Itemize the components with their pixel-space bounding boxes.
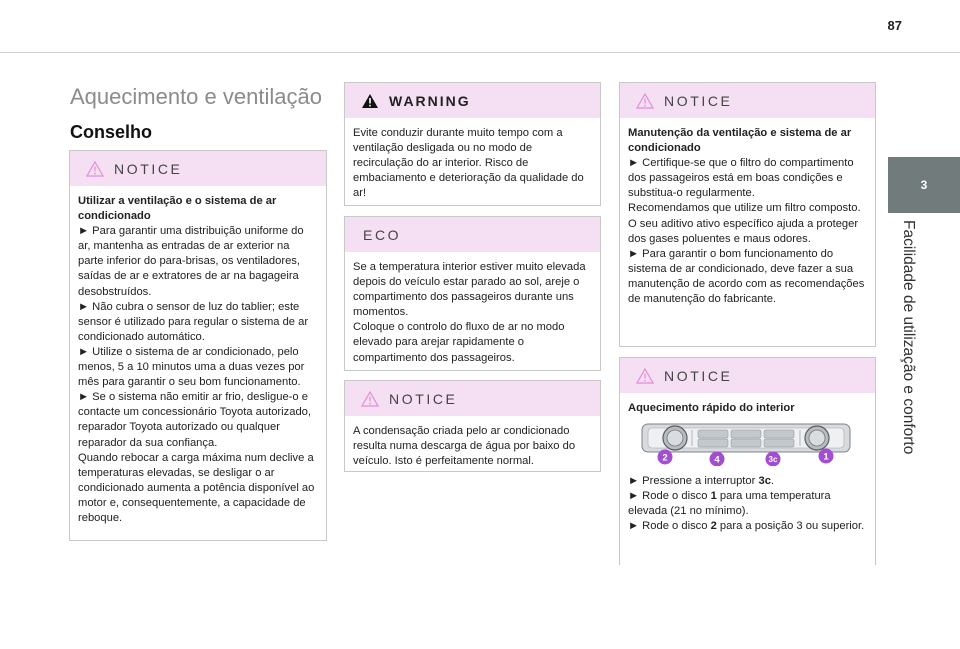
eco-box xyxy=(344,216,601,371)
notice-header xyxy=(620,358,875,393)
caution-triangle-icon xyxy=(361,391,379,407)
notice-header xyxy=(620,83,875,118)
warning-triangle-icon xyxy=(361,93,379,109)
warning-box xyxy=(344,82,601,206)
notice-box-maintenance xyxy=(619,82,876,347)
top-rule xyxy=(0,52,960,53)
notice-line: ► Para garantir uma distribuição uniforme do ar, mantenha as entradas de ar exterior na parte inferior do para-brisas, os ventiladores, saídas de ar e extratores de ar na bagageira desobstruídos. xyxy=(78,225,304,298)
notice-heading: Utilizar a ventilação e o sistema de ar condicionado xyxy=(78,195,277,223)
climate-control-panel-illustration xyxy=(628,422,864,466)
step-line: ► Rode o disco 1 para uma temperatura elevada (21 no mínimo). xyxy=(628,490,831,518)
notice-text: A condensação criada pelo ar condicionado resulta numa descarga de água por baixo do veículo. Isto é perfeitamente normal. xyxy=(353,425,576,468)
chapter-number: 3 xyxy=(920,178,928,192)
notice-box-condensation xyxy=(344,380,601,472)
notice-line: ► Certifique-se que o filtro do compartimento dos passageiros está em boas condições e substitua-o regularmente. xyxy=(628,157,854,200)
callout-1: 1 xyxy=(823,451,829,463)
notice-header xyxy=(70,151,326,186)
section-title: Conselho xyxy=(70,122,153,142)
eco-body xyxy=(345,252,600,372)
notice-label: NOTICE xyxy=(389,390,458,407)
step-line: ► Pressione a interruptor 3c. xyxy=(628,475,775,488)
notice-line: Quando rebocar a carga máxima num declive a temperaturas elevadas, se desligar o ar condicionado aumenta a potência disponível ao motor e, consequentemente, a capacidade de reboque. xyxy=(78,451,315,524)
notice-heading: Aquecimento rápido do interior xyxy=(628,402,795,414)
notice-label: NOTICE xyxy=(114,160,183,177)
eco-label: ECO xyxy=(363,226,402,243)
notice-box-ventilation xyxy=(69,150,327,541)
notice-line: ► Não cubra o sensor de luz do tablier; este sensor é utilizado para regular o sistema de ar condicionado automático. xyxy=(78,300,309,343)
caution-triangle-icon xyxy=(86,161,104,177)
notice-body xyxy=(620,393,875,540)
caution-triangle-icon xyxy=(636,368,654,384)
notice-line: ► Utilize o sistema de ar condicionado, pelo menos, 5 a 10 minutos uma a duas vezes por mês para garantir o seu bom funcionamento. xyxy=(78,345,305,389)
notice-heading: Manutenção da ventilação e sistema de ar condicionado xyxy=(628,127,852,155)
warning-text: Evite conduzir durante muito tempo com a ventilação desligada ou no modo de recirculação do ar interior. Risco de embaciamento e deterioração da qualidade do ar! xyxy=(353,127,584,200)
chapter-tab[interactable] xyxy=(888,157,960,213)
eco-header xyxy=(345,217,600,252)
callout-4: 4 xyxy=(714,454,720,466)
callout-3c: 3c xyxy=(768,455,778,465)
warning-label: WARNING xyxy=(389,92,471,109)
warning-header xyxy=(345,83,600,118)
notice-label: NOTICE xyxy=(664,367,733,384)
notice-header xyxy=(345,381,600,416)
eco-line: Se a temperatura interior estiver muito elevada depois do veículo estar parado ao sol, areje o compartimento dos passageiros durante uns momentos. xyxy=(353,261,586,319)
notice-line: ► Se o sistema não emitir ar frio, desligue-o e contacte um concessionário Toyota autorizado, reparador Toyota autorizado ou qualquer reparador da sua confiança. xyxy=(78,391,312,449)
warning-body xyxy=(345,118,600,207)
eco-line: Coloque o controlo do fluxo de ar no modo elevado para arejar rapidamente o compartimento dos passageiros. xyxy=(353,321,565,364)
page-number: 87 xyxy=(887,18,902,33)
page-title: Aquecimento e ventilação xyxy=(70,84,322,109)
notice-body xyxy=(345,416,600,475)
notice-label: NOTICE xyxy=(664,92,733,109)
notice-body xyxy=(620,118,875,313)
notice-box-quick-heating xyxy=(619,357,876,565)
step-line: ► Rode o disco 2 para a posição 3 ou superior. xyxy=(628,520,865,533)
callout-2: 2 xyxy=(662,452,668,464)
chapter-title: Facilidade de utilização e conforto xyxy=(900,220,917,455)
notice-line: ► Para garantir o bom funcionamento do sistema de ar condicionado, deve fazer a sua manutenção de acordo com as recomendações de manutenção do fabricante. xyxy=(628,247,865,306)
notice-line: Recomendamos que utilize um filtro composto. O seu aditivo ativo específico ajuda a proteger dos gases poluentes e maus odores. xyxy=(628,202,861,245)
caution-triangle-icon xyxy=(636,93,654,109)
notice-body xyxy=(70,186,326,532)
